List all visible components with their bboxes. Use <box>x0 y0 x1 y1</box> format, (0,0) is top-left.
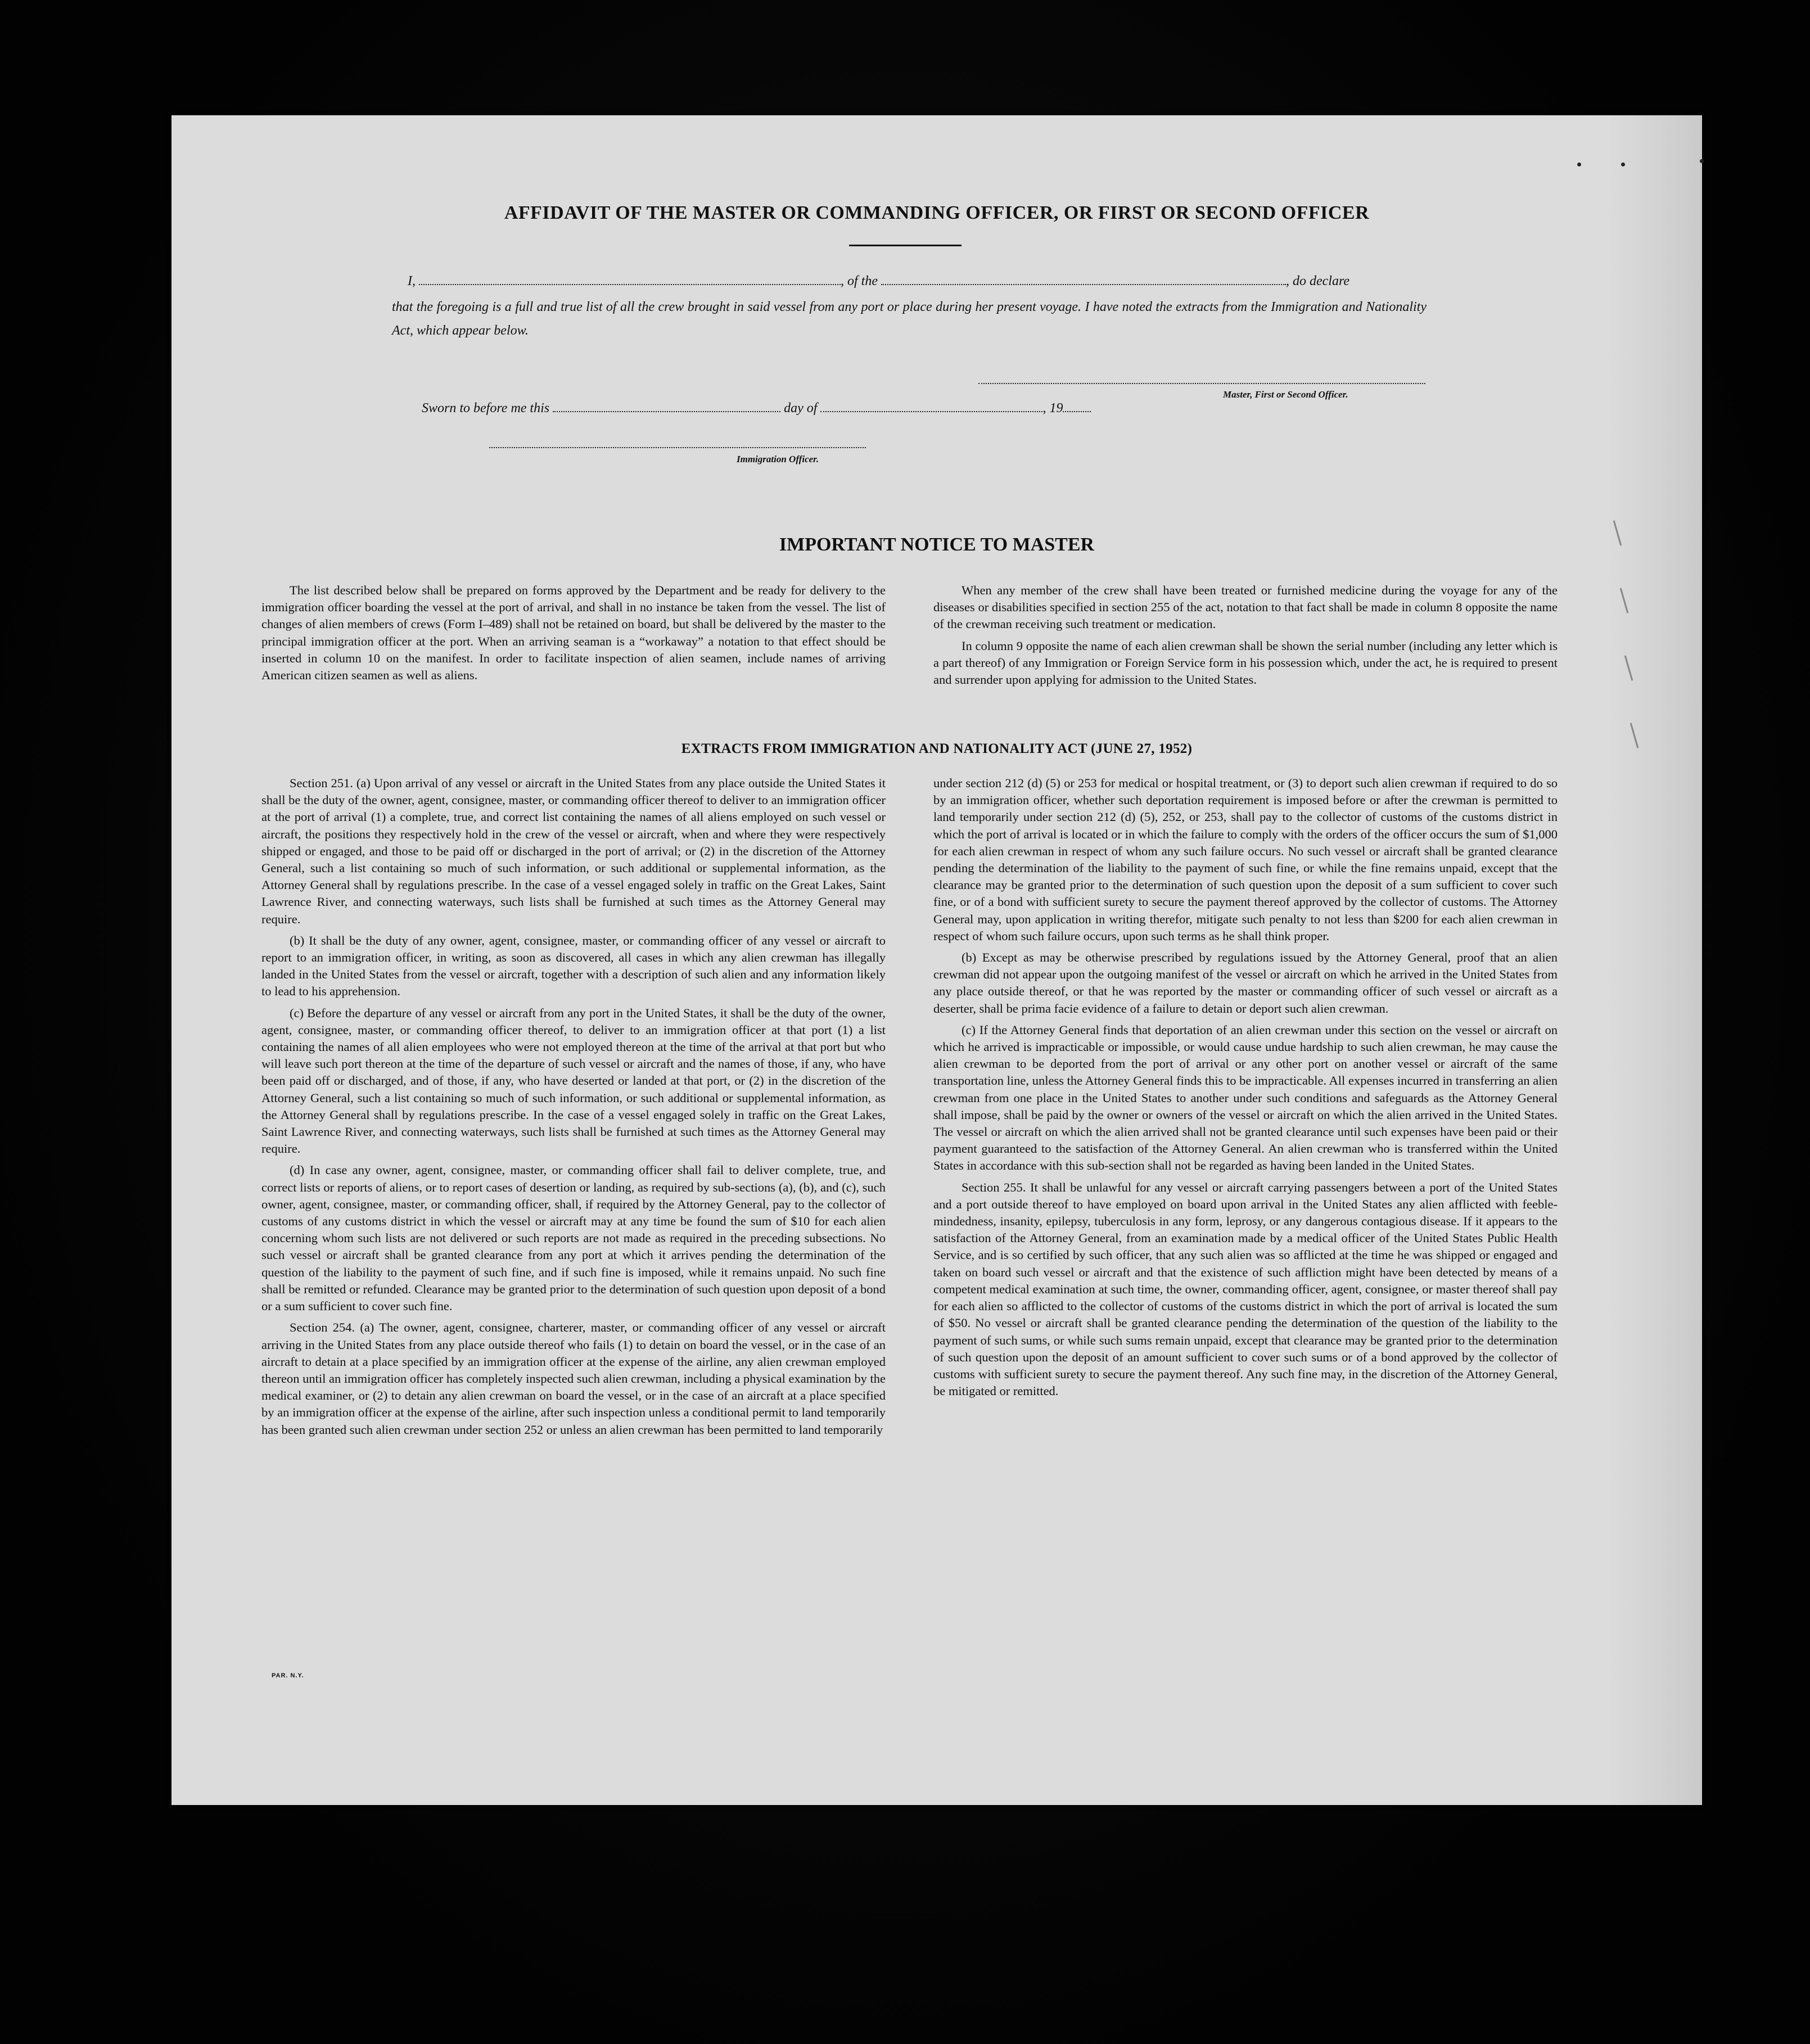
notice-paragraph: When any member of the crew shall have been treated or furnished medicine during the voyage for any of the diseases or disabilities specified in section 255 of the act, notation to that fact shall be made in column 8 opposite the name of the crewman receiving such treatment or medication. <box>933 583 1558 631</box>
declarant-name-field[interactable] <box>419 276 841 285</box>
declaration-text: that the foregoing is a full and true list of all the crew brought in said vessel from any port or place during her present voyage. I have noted the extracts from the Immigration and Nationality Act, which appear below. <box>392 300 1427 338</box>
affidavit-title: AFFIDAVIT OF THE MASTER OR COMMANDING OFFICER, OR FIRST OR SECOND OFFICER <box>504 202 1370 223</box>
section-251c-paragraph: (c) Before the departure of any vessel or aircraft from any port in the United States, it shall be the duty of the owner, agent, consignee, master, or commanding officer thereof, to deliver to an immigration officer at that port (1) a list containing the names of all alien employees who were not employed thereon at the time of the arrival at that port but who will leave such port thereon at the time of the departure of such vessel or aircraft and the names of those, if any, who have been paid off or discharged, and of those, if any, who have deserted or landed at that port, or (2) in the discretion of the Attorney General, such a list containing so much of such information, or such additional or supplemental information, as the Attorney General shall by regulations prescribe. In the case of a vessel engaged solely in traffic on the Great Lakes, Saint Lawrence River, and connecting waterways, such lists shall be furnished at such times as the Attorney General may require. <box>261 1005 886 1156</box>
scan-speck <box>1577 163 1581 166</box>
extracts-left-column <box>261 775 886 1438</box>
of-the-label: , of the <box>841 274 878 288</box>
i-label: I, <box>408 274 416 288</box>
notice-paragraph: The list described below shall be prepared on forms approved by the Department and be ready for delivery to the immigration officer boarding the vessel at the port of arrival, and shall in no instance be taken from the vessel. The list of changes of alien members of crews (Form I–489) shall not be retained on board, but shall be delivered by the master to the principal immigration officer at the port. When an arriving seaman is a “workaway” a notation to that effect should be inserted in column 10 on the manifest. In order to facilitate inspection of alien seamen, include names of arriving American citizen seamen as well as aliens. <box>261 583 886 683</box>
section-251b-paragraph: (b) It shall be the duty of any owner, agent, consignee, master, or commanding officer of any vessel or aircraft to report to an immigration officer, in writing, as soon as discovered, all cases in which any alien crewman has illegally landed in the United States from the vessel or aircraft, together with a description of such alien and any information likely to lead to his apprehension. <box>261 933 886 999</box>
section-254a-continued-paragraph: under section 212 (d) (5) or 253 for medical or hospital treatment, or (3) to deport such alien crewman if required to do so by an immigration officer, whether such deportation requirement is imposed before or after the crewman is permitted to land temporarily under section 212 (d) (5), 252, or 253, shall pay to the collector of customs of the customs district in which the port of arrival is located or in which the failure to comply with the orders of the officer occurs the sum of $1,000 for each alien crewman in respect of whom any such failure occurs. No such vessel or aircraft shall be granted clearance pending the determination of the liability to the payment of such fine, or while the fine remains unpaid, except that the clearance may be granted prior to the determination of such question upon the deposit of a sum sufficient to cover such fine, or of a bond with sufficient surety to secure the payment thereof approved by the collector of customs. The Attorney General may, upon application in writing therefor, mitigate such penalty to not less than $200 for each alien crewman in respect of whom such failure occurs, upon such terms as he shall think proper. <box>933 776 1558 943</box>
year-label: , 19 <box>1042 401 1063 416</box>
notice-paragraph: In column 9 opposite the name of each alien crewman shall be shown the serial number (including any letter which is a part thereof) of any Immigration or Foreign Service form in his possession which, under the act, he is required to present and surrender upon applying for admission to the United States. <box>933 638 1558 687</box>
scan-speck <box>1700 159 1704 163</box>
section-251a-paragraph: Section 251. (a) Upon arrival of any vessel or aircraft in the United States from any place outside the United States it shall be the duty of the owner, agent, consignee, master, or commanding officer thereof to deliver to an immigration officer at the port of arrival (1) a complete, true, and correct list containing the names of all aliens employed on such vessel or aircraft, the positions they respectively hold in the crew of the vessel or aircraft, when and where they were respectively shipped or engaged, and those to be paid off or discharged in the port of arrival; or (2) in the discretion of the Attorney General, such a list containing so much of such information, or such additional or supplemental information, as the Attorney General shall by regulations prescribe. In the case of a vessel engaged solely in traffic on the Great Lakes, Saint Lawrence River, and connecting waterways, such lists shall be furnished at such times as the Attorney General may require. <box>261 776 886 926</box>
notice-right-column <box>933 582 1558 688</box>
day-of-label: day of <box>784 401 818 416</box>
section-254c-paragraph: (c) If the Attorney General finds that deportation of an alien crewman under this section on the vessel or aircraft on which he arrived is impracticable or impossible, or would cause undue hardship to such alien crewman, he may cause the alien crewman to be deported from the port of arrival or any other port on another vessel or aircraft of the same transportation line, unless the Attorney General finds this to be impracticable. All expenses incurred in transferring an alien crewman from one place in the United States to another under such conditions and safeguards as the Attorney General shall impose, shall be paid by the owner or owners of the vessel or aircraft on which the alien arrived in the United States. The vessel or aircraft on which the alien arrived shall not be granted clearance until such expenses have been paid or their payment guaranteed to the satisfaction of the Attorney General. An alien crewman who is transferred within the United States in accordance with this sub-section shall not be regarded as having been landed in the United States. <box>933 1022 1558 1173</box>
printer-mark: PAR. N.Y. <box>272 1672 304 1679</box>
notice-title: IMPORTANT NOTICE TO MASTER <box>779 534 1095 555</box>
section-254a-paragraph: Section 254. (a) The owner, agent, consignee, charterer, master, or commanding officer of any vessel or aircraft arriving in the United States from any place outside thereof who fails (1) to detain on board the vessel, or in the case of an aircraft to detain at a place specified by an immigration officer at the expense of the airline, any alien crewman employed thereon until an immigration officer has completely inspected such alien crewman, including a physical examination by the medical examiner, or (2) to detain any alien crewman on board the vessel, or in the case of an aircraft at a place specified by an immigration officer at the expense of the airline, after such inspection unless a conditional permit to land temporarily has been granted such alien crewman under section 252 or unless an alien crewman has been permitted to land temporarily <box>261 1320 886 1437</box>
section-254b-paragraph: (b) Except as may be otherwise prescribed by regulations issued by the Attorney General, proof that an alien crewman did not appear upon the outgoing manifest of the vessel or aircraft on which he arrived in the United States from any place outside thereof, or that he was reported by the master or commanding officer of such vessel or aircraft as a deserter, shall be prima facie evidence of a failure to detain or deport such alien crewman. <box>933 950 1558 1016</box>
sworn-row <box>422 401 1091 416</box>
form-sheet <box>171 115 1702 1805</box>
section-255-paragraph: Section 255. It shall be unlawful for any vessel or aircraft carrying passengers between a port of the United States and a port outside thereof to have employed on board upon arrival in the United States any alien afflicted with feeble-mindedness, insanity, epilepsy, tuberculosis in any form, leprosy, or any dangerous contagious disease. If it appears to the satisfaction of the Attorney General, from an examination made by a medical officer of the United States Public Health Service, and is so certified by such officer, that any such alien was so afflicted at the time he was shipped or engaged and taken on board such vessel or aircraft and that the existence of such affliction might have been detected by means of a competent medical examination at such time, the owner, commanding officer, agent, consignee, or master thereof shall pay for each alien so afflicted to the collector of customs of the customs district in which the port of arrival is located the sum of $50. No vessel or aircraft shall be granted clearance pending the determination of the question of the liability to the payment of such sums, or while such sums remain unpaid, except that clearance may be granted prior to the determination of such question upon the deposit of an amount sufficient to cover such sums or of a bond approved by the collector of customs with sufficient surety to secure the payment thereof. Any such fine may, in the discretion of the Attorney General, be mitigated or remitted. <box>933 1180 1558 1398</box>
sworn-label: Sworn to before me this <box>422 401 550 416</box>
notice-left-column <box>261 582 886 684</box>
sworn-year-field[interactable] <box>1063 403 1091 412</box>
section-251d-paragraph: (d) In case any owner, agent, consignee, master, or commanding officer shall fail to deliver complete, true, and correct lists or reports of aliens, or to report cases of desertion or landing, as required by sub-sections (a), (b), and (c), such owner, agent, consignee, master, or commanding officer, shall, if required by the Attorney General, pay to the collector of customs of any customs district in which the vessel or aircraft may at any time be found the sum of $10 for each alien concerning whom such lists are not delivered or such reports are not made as required in the preceding subsections. No such vessel or aircraft shall be granted clearance from any port at which it arrives pending the determination of the question of the liability to the payment of such fine, and if such fine is imposed, while it remains unpaid. No such fine shall be remitted or refunded. Clearance may be granted prior to the determination of such question upon deposit of a bond or a sum sufficient to cover such fine. <box>261 1163 886 1314</box>
vessel-name-field[interactable] <box>881 276 1286 285</box>
extracts-right-column <box>933 775 1558 1400</box>
sworn-day-field[interactable] <box>553 403 780 412</box>
extracts-title: EXTRACTS FROM IMMIGRATION AND NATIONALITY ACT (JUNE 27, 1952) <box>681 741 1193 756</box>
scan-speck <box>1621 163 1625 166</box>
declarant-row <box>408 274 1349 289</box>
do-declare-label: , do declare <box>1286 274 1350 288</box>
master-signature-label: Master, First or Second Officer. <box>1223 389 1348 400</box>
immigration-officer-label: Immigration Officer. <box>737 454 819 464</box>
page-shadow <box>1606 115 1702 1805</box>
master-signature-field[interactable] <box>978 383 1425 384</box>
sworn-month-field[interactable] <box>820 403 1042 412</box>
title-underline <box>849 245 962 246</box>
immigration-officer-signature-field[interactable] <box>489 447 866 448</box>
